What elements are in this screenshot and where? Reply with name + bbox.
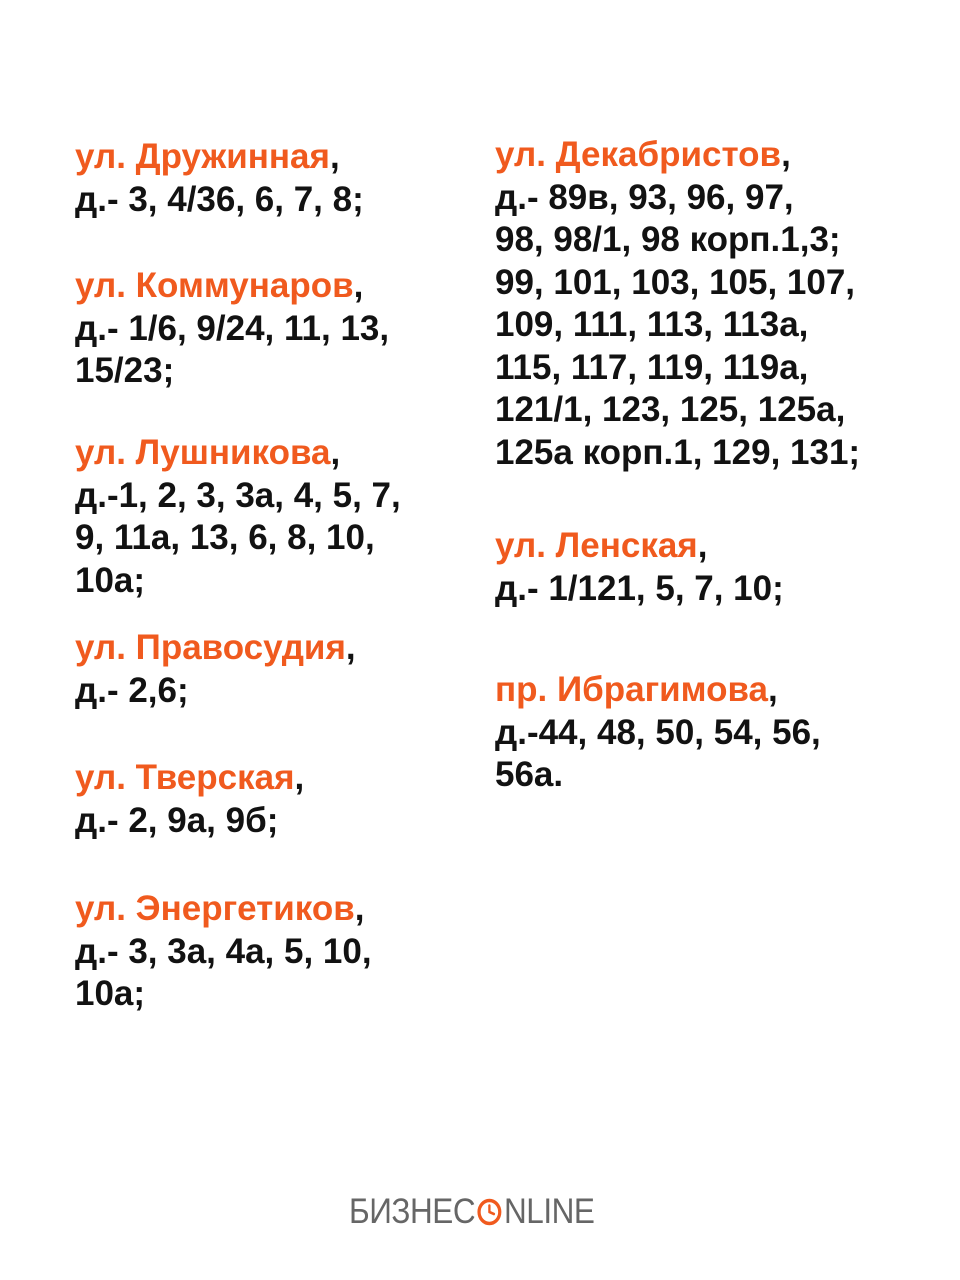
street-block-energetikov	[75, 888, 372, 1016]
house-numbers-line: 121/1, 123, 125, 125а,	[495, 390, 846, 429]
house-numbers-line: 125а корп.1, 129, 131;	[495, 432, 861, 472]
street-separator: ,	[353, 266, 364, 305]
logo-text-right: NLINE	[503, 1192, 595, 1231]
house-numbers-line: д.- 1/121, 5, 7, 10;	[495, 568, 784, 608]
street-name: ул. Энергетиков	[75, 889, 355, 928]
street-block-dekabristov	[495, 134, 860, 474]
street-name: ул. Лушникова	[75, 433, 331, 472]
street-block-lushnikova	[75, 432, 401, 602]
house-numbers-line: 56а.	[495, 755, 564, 794]
house-numbers-line: д.- 3, 3а, 4а, 5, 10,	[75, 931, 372, 971]
street-name-line	[495, 134, 860, 177]
house-numbers-line: 10а;	[75, 560, 146, 600]
street-name: ул. Тверская	[75, 758, 295, 797]
house-numbers-line: д.- 3, 4/36, 6, 7, 8;	[75, 179, 364, 219]
street-separator: ,	[768, 670, 778, 709]
house-numbers-line: 109, 111, 113, 113а,	[495, 305, 809, 344]
street-name: ул. Правосудия	[75, 628, 346, 667]
house-numbers-line: д.-44, 48, 50, 54, 56,	[495, 712, 821, 752]
street-name-line	[75, 432, 401, 475]
street-separator: ,	[345, 628, 356, 667]
street-name: ул. Дружинная	[75, 137, 330, 176]
street-name-line	[75, 136, 364, 179]
street-name-line	[75, 757, 304, 800]
house-numbers-line: д.- 1/6, 9/24, 11, 13,	[75, 308, 390, 348]
street-separator: ,	[330, 433, 341, 472]
house-numbers-line: д.- 2,6;	[75, 670, 189, 710]
street-name: ул. Ленская	[495, 526, 698, 565]
house-numbers-line: 15/23;	[75, 351, 175, 390]
street-name: ул. Коммунаров	[75, 266, 354, 305]
street-separator: ,	[781, 135, 791, 174]
house-numbers-line: 99, 101, 103, 105, 107,	[495, 262, 856, 302]
street-block-pravosudiya	[75, 627, 356, 712]
house-numbers-line: д.- 2, 9а, 9б;	[75, 800, 279, 840]
street-block-kommunarov	[75, 265, 389, 393]
street-name: пр. Ибрагимова	[495, 670, 769, 709]
street-separator: ,	[294, 758, 305, 797]
street-block-ibragimova	[495, 669, 821, 797]
street-name-line	[495, 525, 784, 568]
street-separator: ,	[354, 889, 365, 928]
street-name-line	[495, 669, 821, 712]
house-numbers-line: 115, 117, 119, 119а,	[495, 347, 809, 387]
street-separator: ,	[329, 137, 340, 176]
street-name-line	[75, 888, 372, 931]
clock-icon	[476, 1197, 503, 1227]
house-numbers-line: 9, 11а, 13, 6, 8, 10,	[75, 518, 375, 557]
logo-text-left: БИЗНЕС	[349, 1192, 476, 1231]
business-online-logo	[349, 1190, 594, 1234]
house-numbers-line: д.-1, 2, 3, 3а, 4, 5, 7,	[75, 475, 401, 515]
street-name-line	[75, 265, 389, 308]
street-block-tverskaya	[75, 757, 304, 842]
house-numbers-line: 10а;	[75, 974, 146, 1013]
house-numbers-line: 98, 98/1, 98 корп.1,3;	[495, 220, 841, 259]
street-block-lenskaya	[495, 525, 784, 610]
street-name-line	[75, 627, 356, 670]
house-numbers-line: д.- 89в, 93, 96, 97,	[495, 177, 794, 217]
street-separator: ,	[697, 526, 708, 565]
street-block-druzhinnaya	[75, 136, 364, 221]
street-name: ул. Декабристов	[495, 135, 782, 174]
